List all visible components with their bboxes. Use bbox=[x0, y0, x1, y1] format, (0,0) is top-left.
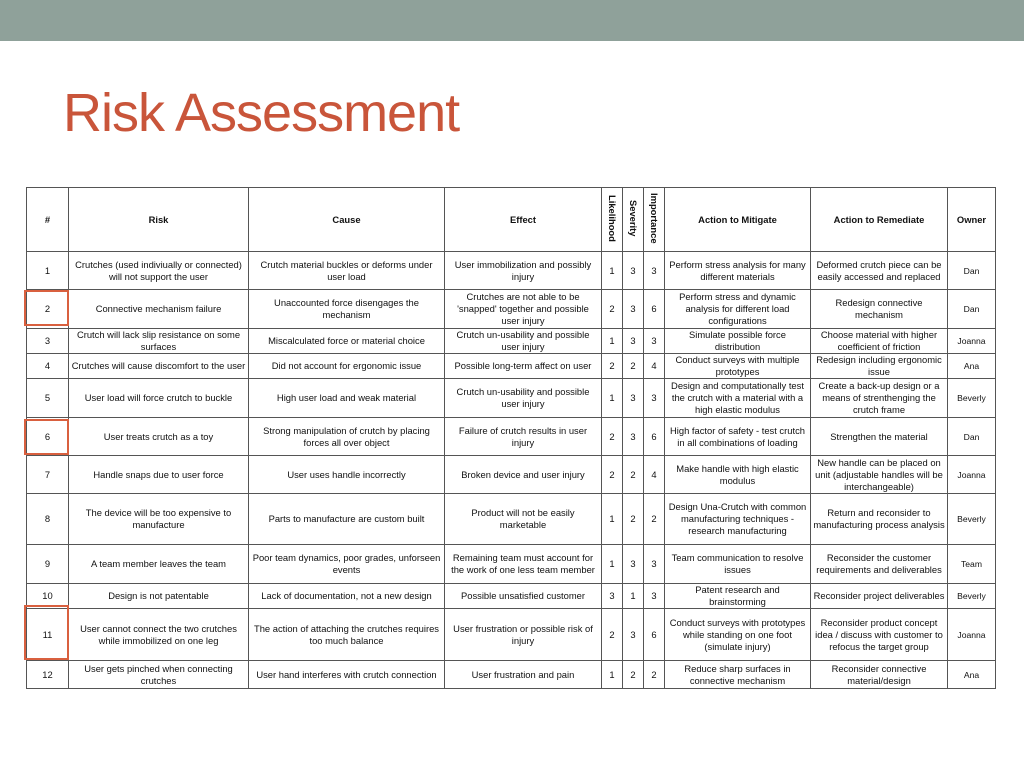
cell-risk: User treats crutch as a toy bbox=[69, 418, 249, 456]
cell-owner: Joanna bbox=[948, 456, 996, 494]
cell-cause: High user load and weak material bbox=[249, 379, 445, 418]
cell-effect: Product will not be easily marketable bbox=[445, 494, 602, 545]
cell-owner: Dan bbox=[948, 418, 996, 456]
cell-num: 8 bbox=[27, 494, 69, 545]
cell-owner: Dan bbox=[948, 290, 996, 329]
cell-owner: Beverly bbox=[948, 584, 996, 609]
cell-risk: Crutch will lack slip resistance on some surfaces bbox=[69, 329, 249, 354]
cell-likelihood: 2 bbox=[602, 354, 623, 379]
cell-effect: Crutch un-usability and possible user injury bbox=[445, 329, 602, 354]
cell-remediate: Redesign including ergonomic issue bbox=[811, 354, 948, 379]
table-row bbox=[27, 456, 996, 494]
cell-cause: Crutch material buckles or deforms under user load bbox=[249, 252, 445, 290]
cell-risk: A team member leaves the team bbox=[69, 545, 249, 584]
cell-likelihood: 1 bbox=[602, 379, 623, 418]
header-likelihood bbox=[602, 188, 623, 252]
cell-remediate: Reconsider product concept idea / discuss with customer to refocus the target group bbox=[811, 609, 948, 661]
cell-cause: Strong manipulation of crutch by placing forces all over object bbox=[249, 418, 445, 456]
cell-importance: 3 bbox=[644, 252, 665, 290]
cell-remediate: Create a back-up design or a means of strenthenging the crutch frame bbox=[811, 379, 948, 418]
cell-severity: 3 bbox=[623, 290, 644, 329]
cell-remediate: Return and reconsider to manufacturing process analysis bbox=[811, 494, 948, 545]
cell-effect: Possible unsatisfied customer bbox=[445, 584, 602, 609]
cell-importance: 4 bbox=[644, 456, 665, 494]
cell-cause: Did not account for ergonomic issue bbox=[249, 354, 445, 379]
cell-mitigate: Conduct surveys with multiple prototypes bbox=[665, 354, 811, 379]
cell-importance: 2 bbox=[644, 494, 665, 545]
header-band bbox=[0, 0, 1024, 41]
cell-risk: User cannot connect the two crutches while immobilized on one leg bbox=[69, 609, 249, 661]
cell-likelihood: 2 bbox=[602, 418, 623, 456]
header-cause: Cause bbox=[249, 188, 445, 252]
table-row bbox=[27, 418, 996, 456]
cell-likelihood: 2 bbox=[602, 456, 623, 494]
cell-remediate: New handle can be placed on unit (adjustable handles will be interchangeable) bbox=[811, 456, 948, 494]
cell-num: 3 bbox=[27, 329, 69, 354]
table-row bbox=[27, 584, 996, 609]
cell-importance: 3 bbox=[644, 545, 665, 584]
cell-owner: Beverly bbox=[948, 494, 996, 545]
cell-num: 2 bbox=[27, 290, 69, 329]
cell-risk: User load will force crutch to buckle bbox=[69, 379, 249, 418]
cell-num: 6 bbox=[27, 418, 69, 456]
cell-risk: Design is not patentable bbox=[69, 584, 249, 609]
cell-importance: 6 bbox=[644, 290, 665, 329]
cell-cause: User hand interferes with crutch connection bbox=[249, 661, 445, 689]
cell-mitigate: Design Una-Crutch with common manufacturing techniques - research manufacturing bbox=[665, 494, 811, 545]
cell-effect: Remaining team must account for the work of one less team member bbox=[445, 545, 602, 584]
cell-likelihood: 1 bbox=[602, 494, 623, 545]
header-remediate: Action to Remediate bbox=[811, 188, 948, 252]
cell-importance: 6 bbox=[644, 609, 665, 661]
cell-mitigate: Make handle with high elastic modulus bbox=[665, 456, 811, 494]
cell-owner: Team bbox=[948, 545, 996, 584]
cell-severity: 3 bbox=[623, 379, 644, 418]
header-mitigate: Action to Mitigate bbox=[665, 188, 811, 252]
cell-mitigate: Simulate possible force distribution bbox=[665, 329, 811, 354]
cell-remediate: Reconsider connective material/design bbox=[811, 661, 948, 689]
cell-effect: User frustration or possible risk of injury bbox=[445, 609, 602, 661]
cell-owner: Dan bbox=[948, 252, 996, 290]
cell-severity: 3 bbox=[623, 609, 644, 661]
cell-importance: 3 bbox=[644, 379, 665, 418]
cell-effect: Broken device and user injury bbox=[445, 456, 602, 494]
header-importance bbox=[644, 188, 665, 252]
header-severity-label: Severity bbox=[628, 199, 639, 237]
cell-num: 10 bbox=[27, 584, 69, 609]
header-num: # bbox=[27, 188, 69, 252]
table-row bbox=[27, 354, 996, 379]
cell-owner: Beverly bbox=[948, 379, 996, 418]
cell-owner: Ana bbox=[948, 354, 996, 379]
cell-remediate: Choose material with higher coefficient of friction bbox=[811, 329, 948, 354]
cell-mitigate: Perform stress analysis for many different materials bbox=[665, 252, 811, 290]
table-row bbox=[27, 329, 996, 354]
cell-effect: User immobilization and possibly injury bbox=[445, 252, 602, 290]
cell-risk: User gets pinched when connecting crutches bbox=[69, 661, 249, 689]
cell-cause: Miscalculated force or material choice bbox=[249, 329, 445, 354]
cell-num: 5 bbox=[27, 379, 69, 418]
table-row bbox=[27, 379, 996, 418]
cell-num: 12 bbox=[27, 661, 69, 689]
cell-cause: Lack of documentation, not a new design bbox=[249, 584, 445, 609]
table-row bbox=[27, 290, 996, 329]
cell-num: 9 bbox=[27, 545, 69, 584]
table-row bbox=[27, 661, 996, 689]
cell-severity: 3 bbox=[623, 252, 644, 290]
cell-likelihood: 1 bbox=[602, 252, 623, 290]
cell-cause: The action of attaching the crutches requires too much balance bbox=[249, 609, 445, 661]
cell-severity: 3 bbox=[623, 418, 644, 456]
cell-remediate: Reconsider project deliverables bbox=[811, 584, 948, 609]
cell-remediate: Redesign connective mechanism bbox=[811, 290, 948, 329]
cell-num: 7 bbox=[27, 456, 69, 494]
cell-severity: 3 bbox=[623, 329, 644, 354]
cell-owner: Joanna bbox=[948, 329, 996, 354]
cell-remediate: Deformed crutch piece can be easily accessed and replaced bbox=[811, 252, 948, 290]
cell-importance: 3 bbox=[644, 329, 665, 354]
cell-severity: 2 bbox=[623, 456, 644, 494]
cell-likelihood: 3 bbox=[602, 584, 623, 609]
cell-mitigate: Design and computationally test the crutch with a material with a high elastic modulus bbox=[665, 379, 811, 418]
cell-importance: 6 bbox=[644, 418, 665, 456]
cell-mitigate: High factor of safety - test crutch in all combinations of loading bbox=[665, 418, 811, 456]
cell-severity: 2 bbox=[623, 354, 644, 379]
cell-cause: User uses handle incorrectly bbox=[249, 456, 445, 494]
cell-risk: The device will be too expensive to manufacture bbox=[69, 494, 249, 545]
cell-severity: 3 bbox=[623, 545, 644, 584]
cell-effect: User frustration and pain bbox=[445, 661, 602, 689]
cell-severity: 2 bbox=[623, 661, 644, 689]
cell-mitigate: Team communication to resolve issues bbox=[665, 545, 811, 584]
slide-title: Risk Assessment bbox=[63, 83, 460, 143]
cell-owner: Joanna bbox=[948, 609, 996, 661]
table-row bbox=[27, 252, 996, 290]
risk-assessment-table bbox=[26, 187, 996, 689]
header-effect: Effect bbox=[445, 188, 602, 252]
cell-cause: Parts to manufacture are custom built bbox=[249, 494, 445, 545]
header-importance-label: Importance bbox=[649, 192, 660, 244]
cell-risk: Crutches (used indiviually or connected) will not support the user bbox=[69, 252, 249, 290]
cell-num: 4 bbox=[27, 354, 69, 379]
header-severity bbox=[623, 188, 644, 252]
cell-likelihood: 1 bbox=[602, 329, 623, 354]
cell-risk: Handle snaps due to user force bbox=[69, 456, 249, 494]
cell-cause: Unaccounted force disengages the mechanism bbox=[249, 290, 445, 329]
cell-remediate: Reconsider the customer requirements and deliverables bbox=[811, 545, 948, 584]
cell-num: 1 bbox=[27, 252, 69, 290]
cell-mitigate: Patent research and brainstorming bbox=[665, 584, 811, 609]
cell-remediate: Strengthen the material bbox=[811, 418, 948, 456]
cell-effect: Failure of crutch results in user injury bbox=[445, 418, 602, 456]
cell-importance: 4 bbox=[644, 354, 665, 379]
cell-effect: Possible long-term affect on user bbox=[445, 354, 602, 379]
cell-importance: 2 bbox=[644, 661, 665, 689]
cell-mitigate: Reduce sharp surfaces in connective mechanism bbox=[665, 661, 811, 689]
cell-importance: 3 bbox=[644, 584, 665, 609]
cell-likelihood: 1 bbox=[602, 545, 623, 584]
cell-likelihood: 2 bbox=[602, 290, 623, 329]
header-risk: Risk bbox=[69, 188, 249, 252]
cell-effect: Crutches are not able to be 'snapped' together and possible user injury bbox=[445, 290, 602, 329]
cell-likelihood: 2 bbox=[602, 609, 623, 661]
cell-mitigate: Perform stress and dynamic analysis for different load configurations bbox=[665, 290, 811, 329]
cell-likelihood: 1 bbox=[602, 661, 623, 689]
table-row bbox=[27, 545, 996, 584]
risk-table-container bbox=[26, 187, 996, 689]
table-row bbox=[27, 494, 996, 545]
header-owner: Owner bbox=[948, 188, 996, 252]
cell-risk: Crutches will cause discomfort to the user bbox=[69, 354, 249, 379]
table-header-row bbox=[27, 188, 996, 252]
cell-owner: Ana bbox=[948, 661, 996, 689]
header-likelihood-label: Likelihood bbox=[607, 194, 618, 242]
cell-cause: Poor team dynamics, poor grades, unforseen events bbox=[249, 545, 445, 584]
cell-risk: Connective mechanism failure bbox=[69, 290, 249, 329]
cell-severity: 1 bbox=[623, 584, 644, 609]
cell-num: 11 bbox=[27, 609, 69, 661]
table-row bbox=[27, 609, 996, 661]
cell-effect: Crutch un-usability and possible user injury bbox=[445, 379, 602, 418]
cell-mitigate: Conduct surveys with prototypes while standing on one foot (simulate injury) bbox=[665, 609, 811, 661]
cell-severity: 2 bbox=[623, 494, 644, 545]
